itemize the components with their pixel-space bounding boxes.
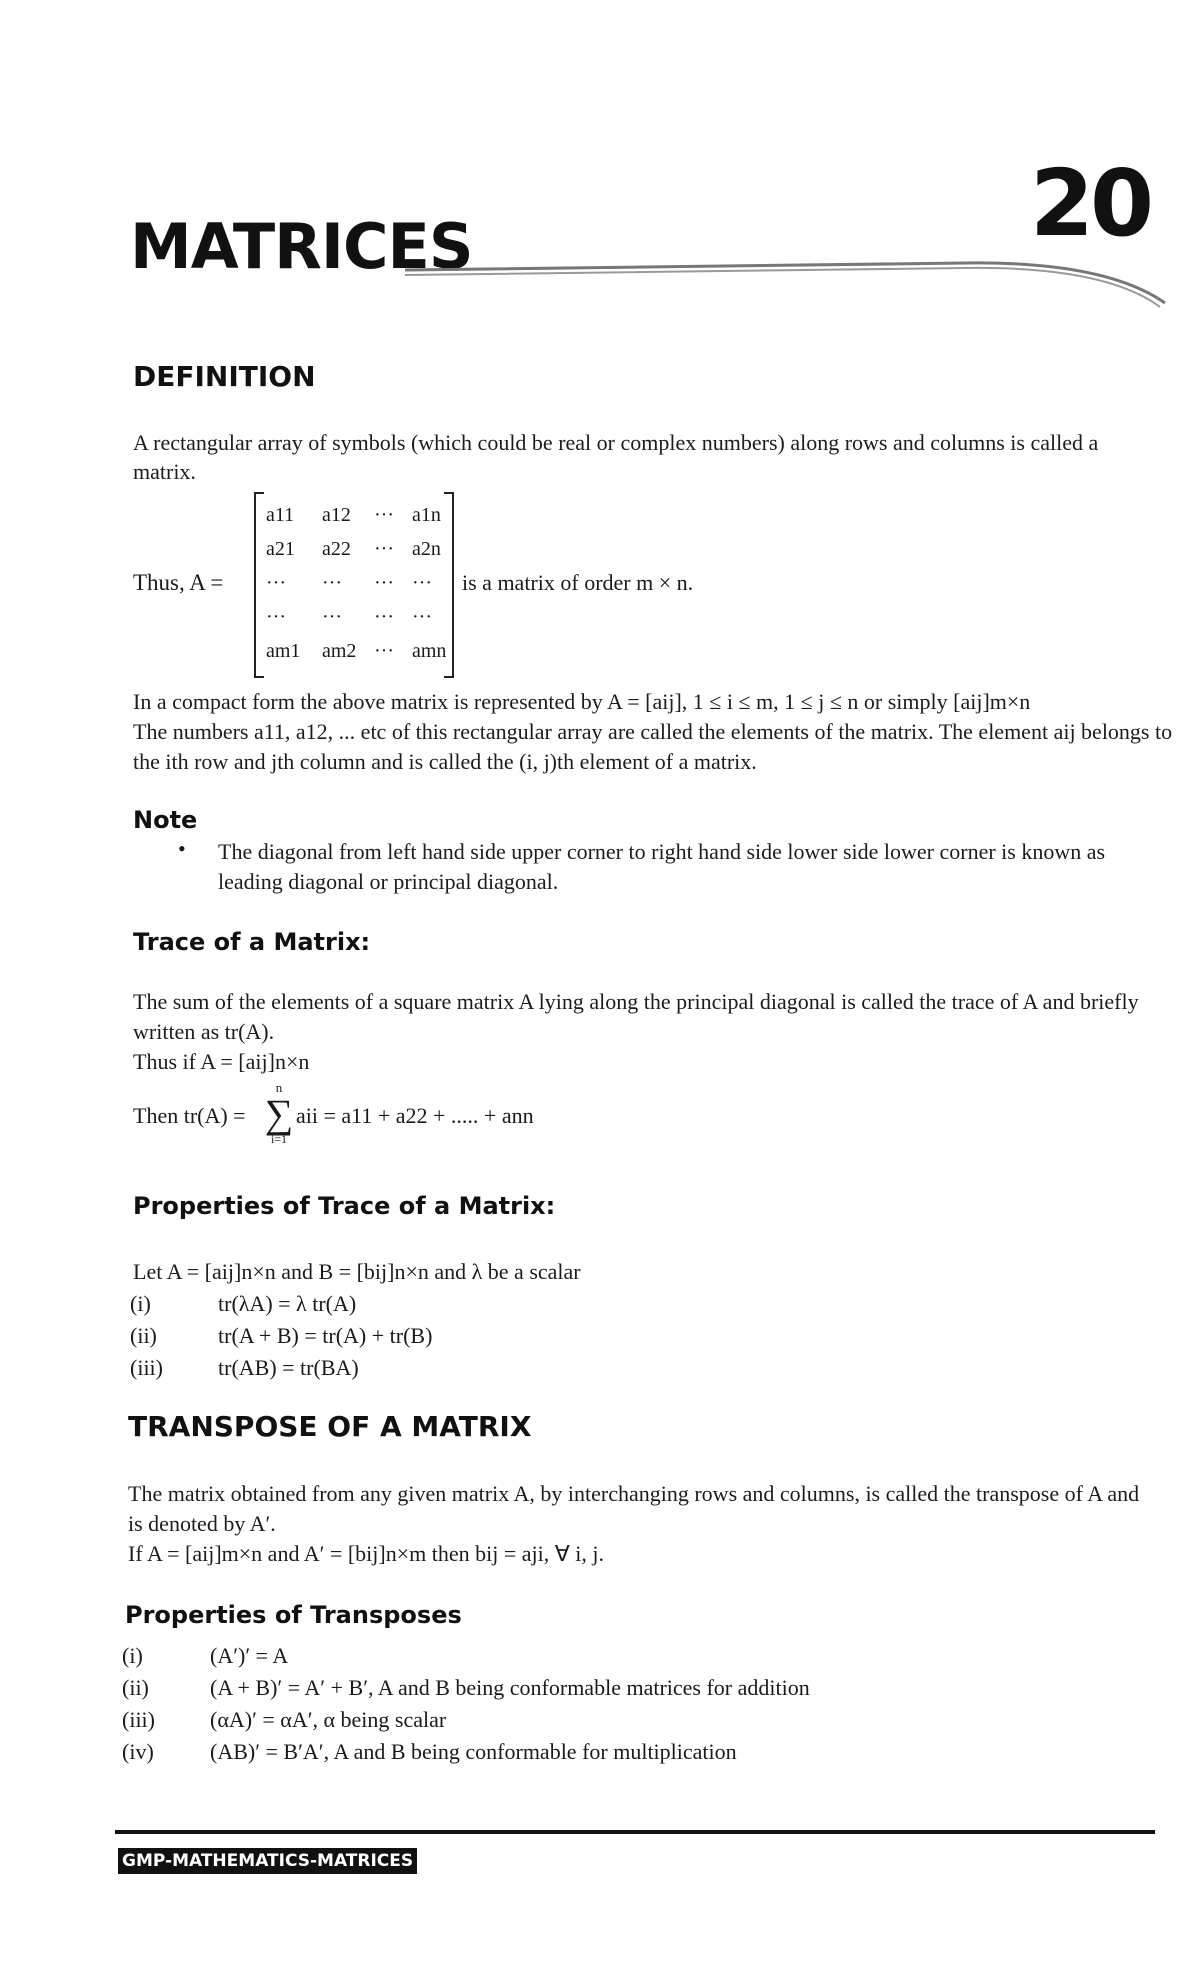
matrix-entry: a2n [412, 537, 441, 560]
definition-heading: DEFINITION [133, 360, 316, 393]
summation [262, 1080, 296, 1147]
list-item [122, 1704, 810, 1736]
matrix-grid [266, 498, 460, 668]
footer-tag: GMP-MATHEMATICS-MATRICES [118, 1848, 417, 1874]
list-item [130, 1352, 432, 1384]
list-item-text: (A + B)′ = A′ + B′, A and B being conformable matrices for addition [210, 1675, 810, 1700]
elements-line-1: The numbers a11, a12, ... etc of this rectangular array are called the elements of the matrix. The element aij belongs to [133, 719, 1173, 744]
list-item-text: tr(A + B) = tr(A) + tr(B) [218, 1323, 433, 1348]
list-item [122, 1672, 810, 1704]
list-item-number: (i) [122, 1643, 143, 1668]
matrix-entry: ··· [374, 639, 394, 662]
note-bullet-line-1: The diagonal from left hand side upper corner to right hand side lower side lower corner is known as [218, 839, 1106, 864]
list-item-number: (iii) [122, 1707, 155, 1732]
list-item-number: (ii) [130, 1323, 157, 1348]
list-item [122, 1640, 810, 1672]
list-item-text: tr(AB) = tr(BA) [218, 1355, 359, 1380]
matrix-entry: ··· [266, 571, 286, 594]
list-item-text: (AB)′ = B′A′, A and B being conformable for multiplication [210, 1739, 737, 1764]
matrix-entry: ··· [374, 537, 394, 560]
bullet-icon: • [178, 836, 186, 861]
matrix [254, 492, 454, 674]
trace-line-3: Thus if A = [aij]n×n [133, 1049, 310, 1074]
list-item-number: (iv) [122, 1739, 154, 1764]
matrix-entry: ··· [266, 605, 286, 628]
transpose-properties-list [122, 1640, 810, 1768]
trace-line-2: written as tr(A). [133, 1019, 275, 1044]
matrix-entry: am1 [266, 639, 301, 662]
list-item-text: (αA)′ = αA′, α being scalar [210, 1707, 447, 1732]
note-bullet-line-2: leading diagonal or principal diagonal. [218, 869, 559, 894]
list-item-number: (iii) [130, 1355, 163, 1380]
compact-form-line: In a compact form the above matrix is represented by A = [aij], 1 ≤ i ≤ m, 1 ≤ j ≤ n or simply [aij]m×n [133, 689, 1031, 714]
matrix-label: Thus, A = [133, 570, 224, 595]
trace-line-1: The sum of the elements of a square matrix A lying along the principal diagonal is called the trace of A and briefly [133, 989, 1139, 1014]
matrix-entry: a21 [266, 537, 295, 560]
matrix-entry: am2 [322, 639, 357, 662]
trace-then-label: Then tr(A) = [133, 1103, 246, 1128]
matrix-entry: a22 [322, 537, 351, 560]
transpose-line-3: If A = [aij]m×n and A′ = [bij]n×m then bij = aji, ∀ i, j. [128, 1541, 605, 1566]
transpose-line-2: is denoted by A′. [128, 1511, 276, 1536]
matrix-entry: a11 [266, 503, 295, 526]
transpose-line-1: The matrix obtained from any given matrix A, by interchanging rows and columns, is called the transpose of A and [128, 1481, 1140, 1506]
chapter-number: 20 [1029, 150, 1150, 257]
matrix-entry: ··· [412, 605, 432, 628]
list-item [130, 1320, 432, 1352]
matrix-entry: a12 [322, 503, 351, 526]
elements-line-2: the ith row and jth column and is called the (i, j)th element of a matrix. [133, 749, 757, 774]
trace-properties-list [130, 1288, 432, 1384]
footer-rule [115, 1830, 1155, 1834]
chapter-title: MATRICES [130, 210, 473, 283]
sigma-upper-limit: n [275, 1080, 283, 1095]
list-item [122, 1736, 810, 1768]
transpose-heading: TRANSPOSE OF A MATRIX [128, 1410, 532, 1443]
trace-properties-intro: Let A = [aij]n×n and B = [bij]n×n and λ be a scalar [133, 1259, 581, 1284]
matrix-entry: ··· [322, 605, 342, 628]
trace-heading: Trace of a Matrix: [133, 928, 371, 956]
list-item-number: (ii) [122, 1675, 149, 1700]
matrix-entry: a1n [412, 503, 441, 526]
list-item-text: (A′)′ = A [210, 1643, 289, 1668]
list-item-number: (i) [130, 1291, 151, 1316]
matrix-caption: is a matrix of order m × n. [462, 570, 694, 595]
matrix-entry: ··· [322, 571, 342, 594]
matrix-entry: ··· [374, 571, 394, 594]
matrix-entry: ··· [374, 503, 394, 526]
definition-line-1: A rectangular array of symbols (which could be real or complex numbers) along rows and columns is called a [133, 430, 1099, 455]
trace-properties-heading: Properties of Trace of a Matrix: [133, 1192, 556, 1220]
note-heading: Note [133, 806, 198, 834]
list-item-text: tr(λA) = λ tr(A) [218, 1291, 357, 1316]
transpose-properties-heading: Properties of Transposes [125, 1601, 462, 1629]
header-rule [405, 235, 1175, 315]
definition-line-2: matrix. [133, 459, 196, 484]
trace-sum-expression: aii = a11 + a22 + ..... + ann [296, 1103, 534, 1128]
sigma-lower-limit: i=1 [270, 1132, 288, 1146]
matrix-entry: ··· [374, 605, 394, 628]
list-item [130, 1288, 432, 1320]
sigma-icon: ∑ [264, 1091, 294, 1136]
matrix-entry: amn [412, 639, 447, 662]
matrix-left-bracket [254, 492, 264, 678]
matrix-entry: ··· [412, 571, 432, 594]
